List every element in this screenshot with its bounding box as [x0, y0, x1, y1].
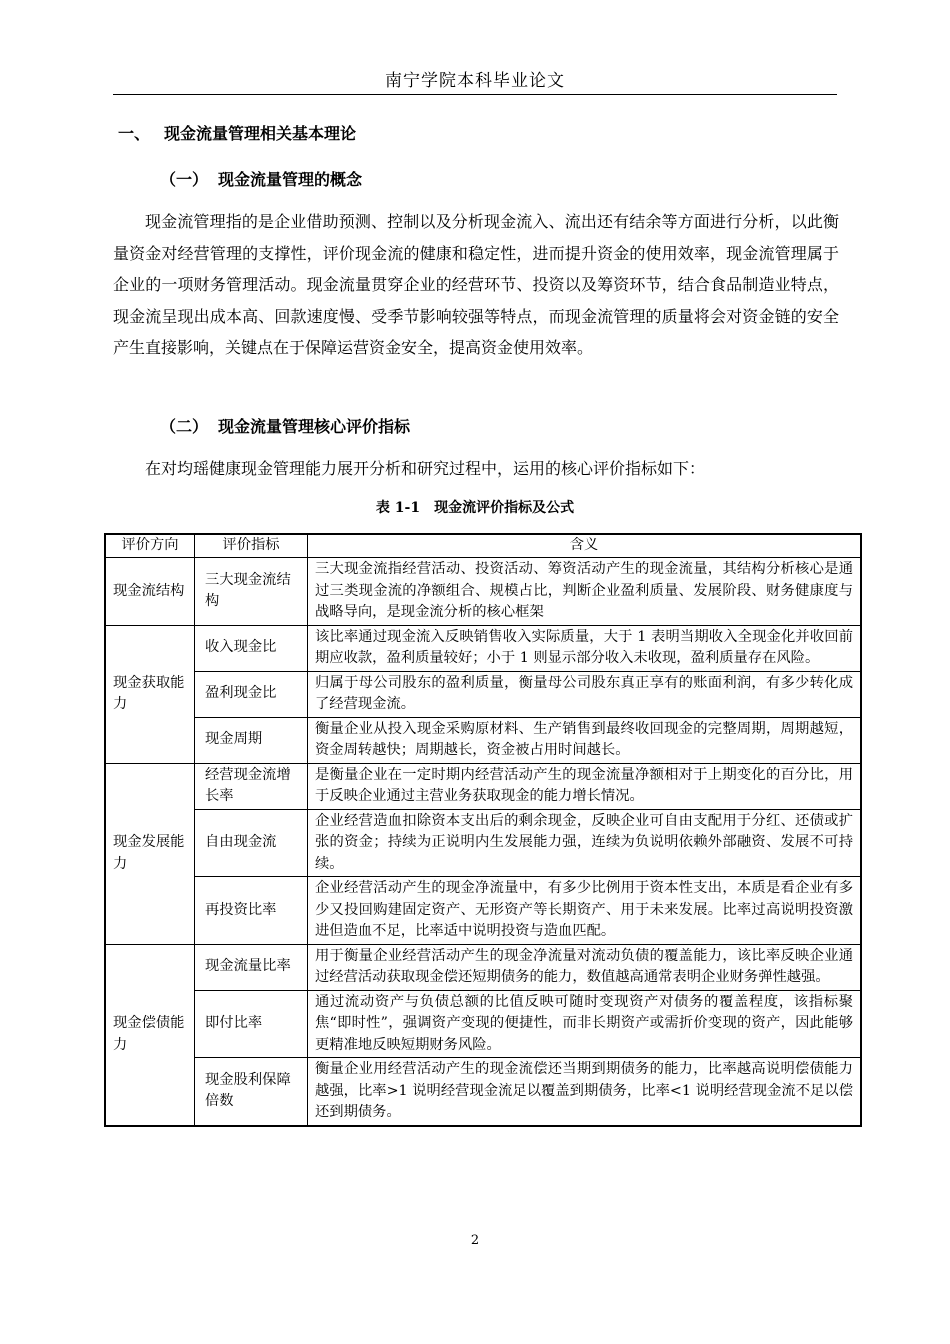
meaning-cell: 用于衡量企业经营活动产生的现金净流量对流动负债的覆盖能力，该比率反映企业通过经营活动获取现金偿还短期债务的能力，数值越高通常表明企业财务弹性越强。	[308, 944, 862, 990]
indicator-cell: 即付比率	[195, 990, 308, 1058]
indicator-cell: 现金流量比率	[195, 944, 308, 990]
indicators-intro-paragraph: 在对均瑶健康现金管理能力展开分析和研究过程中，运用的核心评价指标如下：	[145, 459, 706, 478]
table-row	[105, 558, 861, 626]
indicator-cell: 现金周期	[195, 717, 308, 763]
table-row	[105, 809, 861, 877]
subsection-number: （二）	[160, 417, 209, 436]
table-row	[105, 877, 861, 945]
table-row	[105, 944, 861, 990]
indicator-cell: 再投资比率	[195, 877, 308, 945]
table-row	[105, 717, 861, 763]
subsection-title: 现金流量管理核心评价指标	[218, 417, 411, 436]
subsection-heading-concept	[160, 167, 362, 190]
table-row	[105, 625, 861, 671]
meaning-cell: 归属于母公司股东的盈利质量，衡量母公司股东真正享有的账面利润，有多少转化成了经营现金流。	[308, 671, 862, 717]
table-caption: 表 1-1 现金流评价指标及公式	[375, 500, 575, 516]
meaning-cell: 衡量企业用经营活动产生的现金流偿还当期到期债务的能力，比率越高说明偿债能力越强，比率>1 说明经营现金流足以覆盖到期债务，比率<1 说明经营现金流不足以偿还到期债务。	[308, 1058, 862, 1126]
section-title: 现金流量管理相关基本理论	[164, 124, 357, 143]
direction-cell: 现金偿债能力	[105, 944, 195, 1126]
subsection-heading-indicators	[160, 414, 410, 437]
indicator-cell: 自由现金流	[195, 809, 308, 877]
indicator-cell: 现金股利保障倍数	[195, 1058, 308, 1126]
table-row	[105, 763, 861, 809]
column-header: 含义	[308, 534, 862, 558]
meaning-cell: 企业经营活动产生的现金净流量中，有多少比例用于资本性支出，本质是看企业有多少又投回购建固定资产、无形资产等长期资产、用于未来发展。比率过高说明投资激进但造血不足，比率适中说明投资与造血匹配。	[308, 877, 862, 945]
direction-cell: 现金流结构	[105, 558, 195, 626]
table-row	[105, 671, 861, 717]
subsection-number: （一）	[160, 170, 209, 189]
column-header: 评价方向	[105, 534, 195, 558]
direction-cell: 现金发展能力	[105, 763, 195, 944]
table-row	[105, 1058, 861, 1126]
meaning-cell: 该比率通过现金流入反映销售收入实际质量，大于 1 表明当期收入全现金化并收回前期应收款，盈利质量较好；小于 1 则显示部分收入未收现，盈利质量存在风险。	[308, 625, 862, 671]
meaning-cell: 是衡量企业在一定时期内经营活动产生的现金流量净额相对于上期变化的百分比，用于反映企业通过主营业务获取现金的能力增长情况。	[308, 763, 862, 809]
meaning-cell: 三大现金流指经营活动、投资活动、筹资活动产生的现金流量，其结构分析核心是通过三类现金流的净额组合、规模占比，判断企业盈利质量、发展阶段、财务健康度与战略导向，是现金流分析的核心框架	[308, 558, 862, 626]
column-header: 评价指标	[195, 534, 308, 558]
table-header-row	[105, 534, 861, 558]
meaning-cell: 企业经营造血扣除资本支出后的剩余现金，反映企业可自由支配用于分红、还债或扩张的资金；持续为正说明内生发展能力强，连续为负说明依赖外部融资、发展不可持续。	[308, 809, 862, 877]
indicator-table	[104, 533, 862, 1127]
subsection-title: 现金流量管理的概念	[218, 170, 363, 189]
section-heading	[118, 121, 356, 144]
meaning-cell: 衡量企业从投入现金采购原材料、生产销售到最终收回现金的完整周期，周期越短，资金周转越快；周期越长，资金被占用时间越长。	[308, 717, 862, 763]
table-row	[105, 990, 861, 1058]
direction-cell: 现金获取能力	[105, 625, 195, 763]
indicator-cell: 盈利现金比	[195, 671, 308, 717]
indicator-cell: 经营现金流增长率	[195, 763, 308, 809]
page-header-title: 南宁学院本科毕业论文	[385, 71, 565, 91]
concept-paragraph: 现金流管理指的是企业借助预测、控制以及分析现金流入、流出还有结余等方面进行分析，以此衡量资金对经营管理的支撑性，评价现金流的健康和稳定性，进而提升资金的使用效率，现金流管理属于企业的一项财务管理活动。现金流量贯穿企业的经营环节、投资以及筹资环节，结合食品制造业特点，现金流呈现出成本高、回款速度慢、受季节影响较强等特点，而现金流管理的质量将会对资金链的安全产生直接影响，关键点在于保障运营资金安全，提高资金使用效率。	[113, 212, 839, 357]
header-divider	[113, 94, 837, 95]
meaning-cell: 通过流动资产与负债总额的比值反映可随时变现资产对债务的覆盖程度，该指标聚焦“即时性”，强调资产变现的便捷性，而非长期资产或需折价变现的资产，因此能够更精准地反映短期财务风险。	[308, 990, 862, 1058]
indicator-cell: 三大现金流结构	[195, 558, 308, 626]
section-number: 一、	[118, 124, 151, 143]
indicator-cell: 收入现金比	[195, 625, 308, 671]
page-number: 2	[470, 1233, 480, 1248]
